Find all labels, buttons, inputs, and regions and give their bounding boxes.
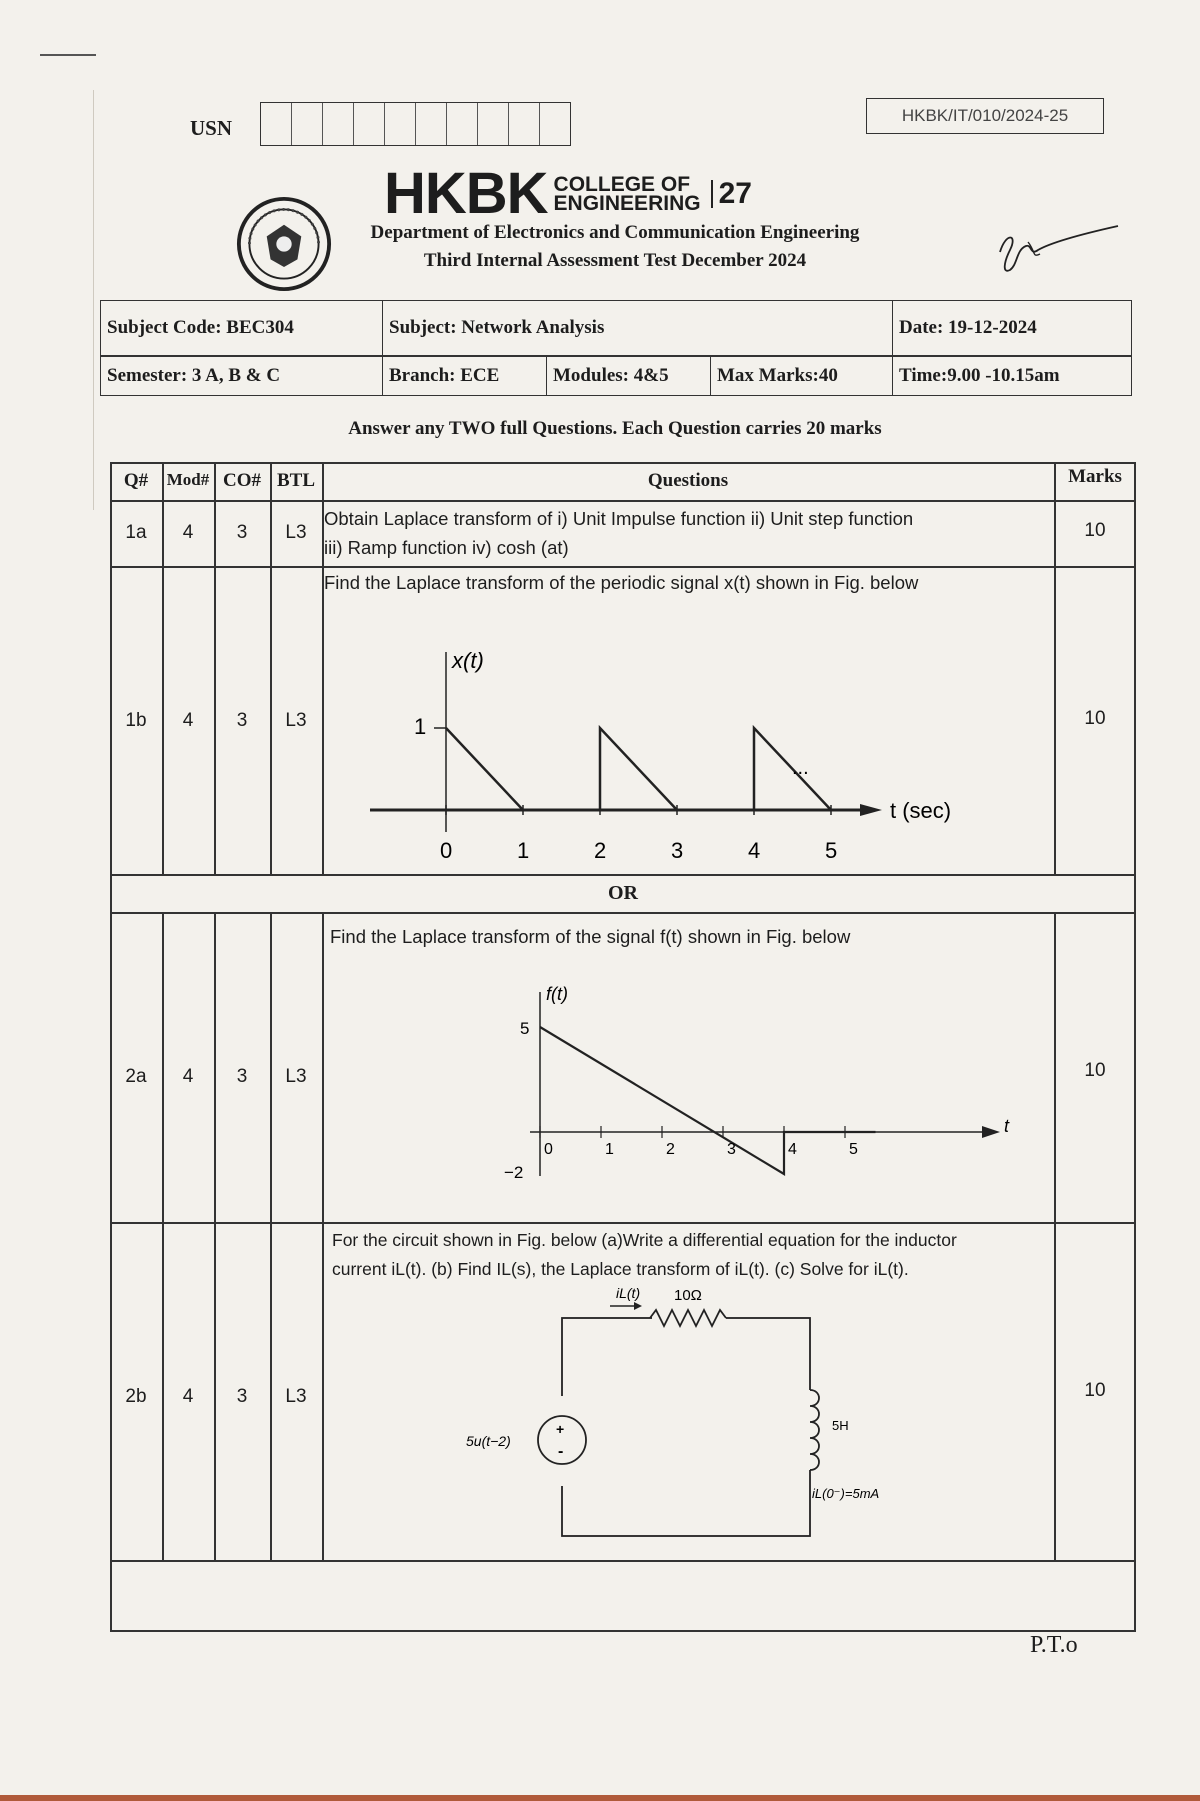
y-axis-label: x(t)	[452, 648, 484, 673]
y-bottom-label: −2	[504, 1163, 524, 1182]
table-border	[110, 1630, 1136, 1632]
header-btl: BTL	[276, 470, 316, 491]
column-line	[270, 912, 272, 1560]
usn-digit-box[interactable]	[509, 103, 540, 145]
invigilator-signature	[992, 222, 1122, 282]
x-tick-label: 0	[440, 838, 453, 863]
margin-line	[93, 90, 94, 510]
modules: Modules: 4&5	[547, 357, 711, 395]
question-2a-text: Find the Laplace transform of the signal f(t) shown in Fig. below	[330, 926, 851, 947]
corner-mark	[40, 54, 96, 56]
x-tick-label: 5	[849, 1141, 858, 1158]
table-divider	[110, 874, 1136, 876]
column-line	[322, 912, 324, 1560]
resistor-label: 10Ω	[674, 1287, 702, 1304]
usn-digit-box[interactable]	[416, 103, 447, 145]
usn-digit-box[interactable]	[261, 103, 292, 145]
x-tick-label: 1	[605, 1141, 614, 1158]
x-axis-label: t	[1004, 1116, 1010, 1136]
current-label: iL(t)	[616, 1285, 641, 1301]
row-2a-marks: 10	[1084, 1060, 1106, 1081]
source-minus: -	[558, 1443, 564, 1460]
header-marks: Marks	[1068, 466, 1122, 487]
please-turn-over: P.T.o	[1030, 1632, 1078, 1658]
x-tick-label: 4	[788, 1141, 797, 1158]
brand-name: HKBK	[384, 161, 548, 226]
table-border	[110, 462, 1136, 464]
subject-name: Subject: Network Analysis	[383, 301, 893, 355]
brand-subtitle	[554, 175, 701, 213]
document-number: HKBK/IT/010/2024-25	[866, 98, 1104, 134]
initial-condition-label: iL(0⁻)=5mA	[812, 1486, 880, 1501]
table-divider	[110, 912, 1136, 914]
usn-digit-box[interactable]	[323, 103, 354, 145]
x-tick-label: 5	[825, 838, 838, 863]
brand-line-2: ENGINEERING	[553, 192, 701, 215]
usn-digit-box[interactable]	[447, 103, 478, 145]
row-1b-btl: L3	[285, 710, 307, 731]
column-line	[1054, 912, 1056, 1560]
row-2b-mod: 4	[182, 1386, 194, 1407]
row-2a-mod: 4	[182, 1066, 194, 1087]
table-divider	[110, 1222, 1136, 1224]
row-2a-q: 2a	[125, 1066, 147, 1087]
question-1a-text	[324, 504, 1052, 562]
x-tick-label: 0	[544, 1141, 553, 1158]
question-1a-line1: Obtain Laplace transform of i) Unit Impulse function ii) Unit step function	[324, 508, 914, 529]
inductor-label: 5H	[832, 1418, 849, 1433]
y-axis-label: f(t)	[546, 984, 568, 1004]
table-border	[110, 462, 112, 1630]
row-1a-mod: 4	[182, 522, 194, 543]
current-arrow-head	[634, 1302, 642, 1310]
x-axis-label: t (sec)	[890, 798, 952, 823]
college-seal-logo	[236, 196, 332, 292]
brand-years-number: 27	[718, 177, 752, 210]
info-row-subject	[100, 300, 1132, 356]
test-title: Third Internal Assessment Test December 2024	[423, 250, 807, 271]
question-table	[110, 462, 1136, 1632]
usn-digit-box[interactable]	[354, 103, 385, 145]
usn-digit-box[interactable]	[292, 103, 323, 145]
x-tick-label: 3	[671, 838, 684, 863]
x-tick-label: 2	[594, 838, 607, 863]
y-top-label: 5	[520, 1019, 530, 1038]
row-1a-marks: 10	[1084, 520, 1106, 541]
x-tick-label: 2	[666, 1141, 675, 1158]
header-co: CO#	[223, 470, 261, 491]
row-2b-co: 3	[236, 1386, 248, 1407]
row-1a-co: 3	[236, 522, 248, 543]
header-q: Q#	[123, 470, 149, 491]
question-1a-line2: iii) Ramp function iv) cosh (at)	[324, 537, 569, 558]
brand-line-1: COLLEGE OF	[553, 173, 691, 196]
header-module: Mod#	[166, 470, 210, 489]
table-border	[1134, 462, 1136, 1630]
peak-label: 1	[414, 714, 427, 739]
instructions: Answer any TWO full Questions. Each Question carries 20 marks	[348, 418, 882, 439]
exam-date: Date: 19-12-2024	[899, 317, 1037, 338]
subject-code: Subject Code: BEC304	[101, 301, 383, 355]
max-marks: Max Marks:40	[711, 357, 893, 395]
column-line	[214, 912, 216, 1560]
row-1a-q: 1a	[125, 522, 147, 543]
row-1b-q: 1b	[125, 710, 147, 731]
usn-label: USN	[190, 116, 233, 140]
row-1b-marks: 10	[1084, 708, 1106, 729]
row-2a-btl: L3	[285, 1066, 307, 1087]
row-2b-btl: L3	[285, 1386, 307, 1407]
page-bottom-edge	[0, 1795, 1200, 1801]
usn-input-boxes[interactable]	[260, 102, 571, 146]
table-divider	[110, 500, 1136, 502]
exam-time: Time:9.00 -10.15am	[899, 365, 1060, 386]
figure-2a-signal	[490, 972, 1030, 1212]
branch: Branch: ECE	[383, 357, 547, 395]
info-row-semester	[100, 356, 1132, 396]
row-2b-marks: 10	[1084, 1380, 1106, 1401]
row-1a-btl: L3	[285, 522, 307, 543]
usn-digit-box[interactable]	[540, 103, 570, 145]
department-name: Department of Electronics and Communication Engineering	[370, 222, 860, 243]
question-2b-text	[332, 1226, 1054, 1284]
circuit-wire	[562, 1318, 810, 1536]
continuation-ellipsis: ...	[792, 757, 809, 779]
question-2b-line1: For the circuit shown in Fig. below (a)Write a differential equation for the inductor	[332, 1230, 957, 1250]
figure-1b-periodic-signal	[370, 638, 952, 863]
semester: Semester: 3 A, B & C	[101, 357, 383, 395]
or-separator: OR	[608, 882, 638, 904]
college-brand	[384, 161, 752, 226]
source-label: 5u(t−2)	[466, 1433, 511, 1449]
brand-years	[711, 177, 752, 210]
signal-f-t	[540, 1027, 876, 1174]
row-2b-q: 2b	[125, 1386, 147, 1407]
row-1b-co: 3	[236, 710, 248, 731]
question-1b-text: Find the Laplace transform of the periodic signal x(t) shown in Fig. below	[324, 572, 919, 593]
column-line	[162, 912, 164, 1560]
source-plus: +	[556, 1421, 565, 1437]
figure-2b-circuit	[460, 1284, 1020, 1554]
x-tick-label: 3	[727, 1141, 736, 1158]
table-divider	[110, 1560, 1136, 1562]
x-axis-arrow	[982, 1126, 1000, 1138]
usn-digit-box[interactable]	[478, 103, 509, 145]
row-2a-co: 3	[236, 1066, 248, 1087]
x-tick-label: 1	[517, 838, 530, 863]
x-tick-label: 4	[748, 838, 761, 863]
header-questions: Questions	[647, 470, 729, 491]
usn-digit-box[interactable]	[385, 103, 416, 145]
question-2b-line2: current iL(t). (b) Find IL(s), the Laplace transform of iL(t). (c) Solve for iL(t).	[332, 1259, 909, 1279]
row-1b-mod: 4	[182, 710, 194, 731]
